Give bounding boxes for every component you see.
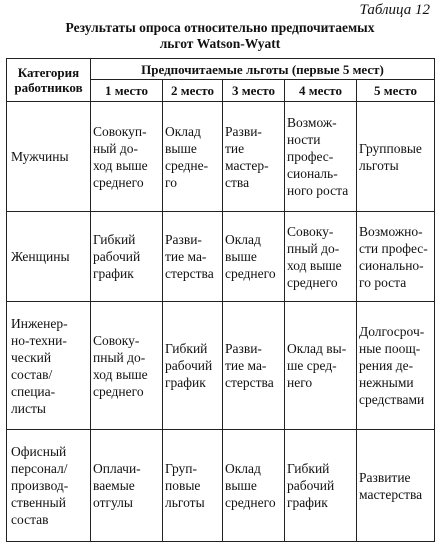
table-cell: Долгосроч- ные поощ- рения де- нежными средствами	[357, 302, 435, 430]
header-place-4: 4 место	[285, 80, 357, 102]
table-cell: Развитие мастерства	[357, 430, 435, 542]
table-cell: Совоку- пный до- ход выше среднего	[91, 302, 163, 430]
row-category: Инженер- но-техни- ческий состав/ специа- листы	[7, 302, 91, 430]
title-line-2: льгот Watson-Wyatt	[159, 36, 281, 51]
table-cell: Гибкий рабочий график	[285, 430, 357, 542]
table-cell: Разви- тие мастер- ства	[223, 102, 285, 212]
row-category: Офисный персонал/ производ- ственный состав	[7, 430, 91, 542]
table-cell: Оклад выше среднего	[223, 430, 285, 542]
benefits-table	[6, 58, 435, 542]
table-row	[7, 102, 435, 212]
header-group: Предпочитаемые льготы (первые 5 мест)	[91, 59, 435, 80]
table-cell: Оклад выше среднего	[223, 212, 285, 302]
table-cell: Разви- тие ма- стерства	[163, 212, 223, 302]
table-cell: Оплачи- ваемые отгулы	[91, 430, 163, 542]
table-cell: Оклад выше средне- го	[163, 102, 223, 212]
table-caption: Таблица 12	[359, 2, 430, 18]
header-place-3: 3 место	[223, 80, 285, 102]
table-row	[7, 430, 435, 542]
table-cell: Совоку- пный до- ход выше среднего	[285, 212, 357, 302]
table-cell: Возможно- сти профес- сионально- го роста	[357, 212, 435, 302]
header-place-5: 5 место	[357, 80, 435, 102]
title-line-1: Результаты опроса относительно предпочитаемых	[65, 20, 375, 35]
table-cell: Гибкий рабочий график	[163, 302, 223, 430]
row-category: Женщины	[7, 212, 91, 302]
header-place-2: 2 место	[163, 80, 223, 102]
table-row	[7, 302, 435, 430]
header-place-1: 1 место	[91, 80, 163, 102]
row-category: Мужчины	[7, 102, 91, 212]
table-cell: Совокуп- ный до- ход выше среднего	[91, 102, 163, 212]
table-cell: Гибкий рабочий график	[91, 212, 163, 302]
table-cell: Разви- тие ма- стерства	[223, 302, 285, 430]
table-title	[40, 20, 400, 52]
table-cell: Возмож- ности профес- сиональ- ного роста	[285, 102, 357, 212]
table-cell: Груп- повые льготы	[163, 430, 223, 542]
table-row	[7, 212, 435, 302]
header-category: Категория работников	[7, 59, 91, 102]
table-cell: Групповые льготы	[357, 102, 435, 212]
table-cell: Оклад вы- ше сред- него	[285, 302, 357, 430]
